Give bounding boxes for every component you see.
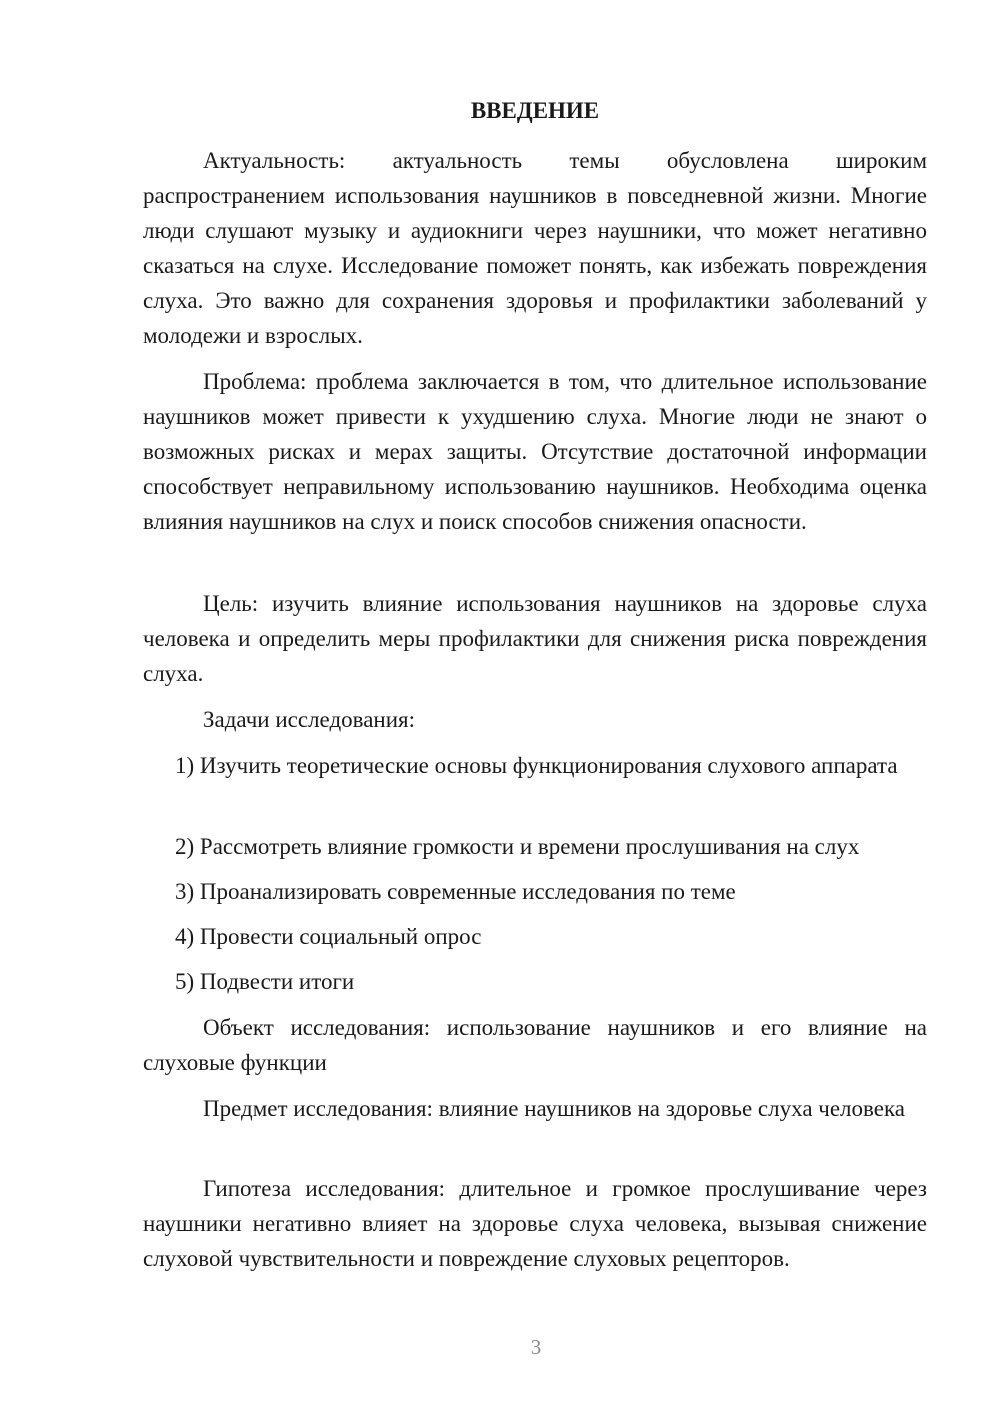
task-item: 4) Провести социальный опрос — [175, 924, 482, 949]
paragraph-relevance: Актуальность: актуальность темы обусловлена широким распространением использования наушников в повседневной жизни. Многие люди слушают музыку и аудиокниги через наушники, что может негативно сказаться на слухе. Исследование поможет понять, как избежать повреждения слуха. Это важно для сохранения здоровья и профилактики заболеваний у молодежи и взрослых. — [143, 148, 927, 348]
tasks-title-block — [143, 702, 927, 737]
paragraph-object-block — [143, 1010, 927, 1080]
tasks-title: Задачи исследования: — [203, 707, 416, 732]
task-item: 1) Изучить теоретические основы функционирования слухового аппарата — [175, 753, 898, 778]
task-item-5-block — [143, 964, 927, 999]
task-item-3-block — [143, 874, 927, 909]
task-item-4-block — [143, 919, 927, 954]
task-item: 3) Проанализировать современные исследования по теме — [175, 879, 736, 904]
paragraph-hypothesis: Гипотеза исследования: длительное и громкое прослушивание через наушники негативно влияет на здоровье слуха человека, вызывая снижение слуховой чувствительности и повреждение слуховых рецепторов. — [143, 1176, 927, 1271]
paragraph-hypothesis-block — [143, 1171, 927, 1276]
task-item-1-block — [143, 748, 927, 783]
paragraph-goal: Цель: изучить влияние использования наушников на здоровье слуха человека и определить меры профилактики для снижения риска повреждения слуха. — [143, 591, 927, 686]
paragraph-goal-block — [143, 586, 927, 691]
page-heading: ВВЕДЕНИЕ — [470, 98, 600, 123]
task-item: 2) Рассмотреть влияние громкости и времени прослушивания на слух — [175, 834, 860, 859]
page-number: 3 — [530, 1335, 542, 1359]
task-item: 5) Подвести итоги — [175, 969, 355, 994]
task-item-2-block — [143, 829, 927, 864]
paragraph-subject-block — [143, 1091, 927, 1126]
paragraph-problem-block — [143, 364, 927, 539]
paragraph-problem: Проблема: проблема заключается в том, что длительное использование наушников может привести к ухудшению слуха. Многие люди не знают о возможных рисках и мерах защиты. Отсутствие достаточной информации способствует неправильному использованию наушников. Необходима оценка влияния наушников на слух и поиск способов снижения опасности. — [143, 369, 927, 534]
paragraph-subject: Предмет исследования: влияние наушников на здоровье слуха человека — [203, 1096, 905, 1121]
paragraph-object: Объект исследования: использование наушников и его влияние на слуховые функции — [143, 1015, 927, 1075]
paragraph-relevance-block — [143, 143, 927, 353]
